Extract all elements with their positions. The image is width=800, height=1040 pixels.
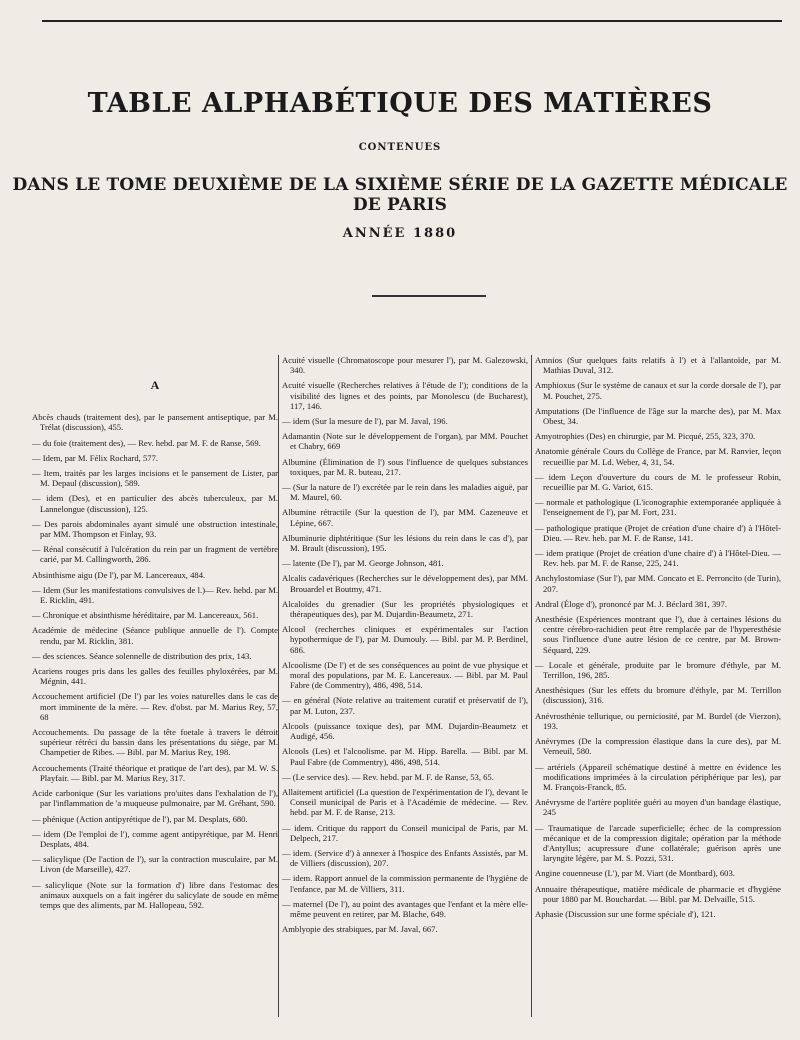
index-entry: — salicylique (De l'action de l'), sur la contraction musculaire, par M. Livon (de Marseille), 427.: [32, 854, 278, 875]
index-column-1: [32, 380, 278, 1040]
index-entry: — phénique (Action antipyrétique de l'), par M. Desplats, 680.: [32, 813, 248, 824]
column-rule: [531, 355, 532, 1017]
index-entry: Acuité visuelle (Chromatoscope pour mesurer l'), par M. Galezowski, 340.: [282, 355, 528, 376]
index-entry: — idem. Critique du rapport du Conseil municipal de Paris, par M. Delpech, 217.: [282, 822, 528, 843]
index-entry: — salicylique (Note sur la formation d') libre dans l'estomac des animaux auxquels on a fait ingérer du salicylate de soude en même temps que des aliments, par M. Hallopeau, 592.: [32, 879, 278, 910]
index-entry: Abcès chauds (traitement des), par le pansement antiseptique, par M. Trélat (discussion), 455.: [32, 412, 278, 433]
index-entry: — Des parois abdominales ayant simulé une obstruction intestinale, par MM. Thompson et Finlay, 93.: [32, 518, 278, 540]
index-entry: Absinthisme aigu (De l'), par M. Lancereaux, 484.: [32, 569, 206, 580]
index-entry: Albumine (Élimination de l') sous l'influence de quelques substances toxiques, par M. R. buteau, 217.: [282, 456, 528, 477]
index-entry: Amputations (De l'influence de l'âge sur la marche des), par M. Max Obest, 34.: [535, 405, 781, 427]
index-entry: Annuaire thérapeutique, matière médicale de pharmacie et d'hygiène pour 1880 par M. Bouchardat. — Bibl. par M. Delvaille, 515.: [535, 883, 781, 904]
index-entry: — pathologique pratique (Projet de création d'une chaire d') à l'Hôtel-Dieu. — Rev. heb. par M. F. de Ranse, 141.: [535, 522, 781, 543]
index-entry: — idem (De l'emploi de l'), comme agent antipyrétique, par M. Henri Desplats, 484.: [32, 828, 278, 849]
page-title: TABLE ALPHABÉTIQUE DES MATIÈRES: [87, 88, 713, 119]
index-entry: Amblyopie des strabiques, par M. Javal, 667.: [282, 924, 438, 935]
index-entry: Alcalis cadavériques (Recherches sur le développement des), par MM. Brouardel et Boutmy, 471.: [282, 573, 528, 594]
index-entry: Anévrosthénie tellurique, ou perniciosité, par M. Burdel (de Vierzon), 193.: [535, 710, 781, 731]
index-entry: — du foie (traitement des), — Rev. hebd. par M. F. de Ranse, 569.: [32, 437, 261, 448]
index-entry: — Chronique et absinthisme héréditaire, par M. Lancereaux, 561.: [32, 610, 259, 621]
index-entry: Anatomie générale Cours du Collège de France, par M. Ranvier, leçon recueillie par M. Ld. Weber, 4, 31, 54.: [535, 446, 781, 467]
index-entry: — artériels (Appareil schématique destiné à mettre en évidence les modifications imprimées à la circulation périphérique par les), par M. François-Franck, 85.: [535, 761, 781, 792]
index-entry: — en général (Note relative au traitement curatif et préservatif de l'), par M. Luton, 237.: [282, 695, 528, 716]
index-entry: — des sciences. Séance solennelle de distribution des prix, 143.: [32, 650, 252, 661]
index-entry: — (Le service des). — Rev. hebd. par M. F. de Ranse, 53, 65.: [282, 771, 494, 782]
index-entry: — idem Leçon d'ouverture du cours de M. le professeur Robin, recueillie par M. G. Variot, 615.: [535, 471, 781, 493]
index-entry: Anesthésiques (Sur les effets du bromure d'éthyle, par M. Terrillon (discussion), 316.: [535, 685, 781, 706]
index-entry: Amphioxus (Sur le système de canaux et sur la corde dorsale de l'), par M. Pouchet, 275.: [535, 380, 781, 401]
index-entry: — idem (Sur la mesure de l'), par M. Javal, 196.: [282, 416, 448, 427]
index-entry: — (Sur la nature de l') excrétée par le rein dans les maladies aiguë, par M. Maurel, 60.: [282, 482, 528, 503]
index-entry: Accouchement artificiel (De l') par les voies naturelles dans le cas de mort imminente de la mère. — Rev. d'obst. par M. Marius Rey, 57, 68: [32, 691, 278, 722]
index-entry: Alcool (recherches cliniques et expérimentales sur l'action hypothermique de l'), par M. Dumouly. — Bibl. par M. P. Berdinel, 686.: [282, 624, 528, 655]
index-entry: — Idem, par M. Félix Rochard, 577.: [32, 452, 159, 463]
index-entry: Angine couenneuse (L'), par M. Viart (de Montbard), 603.: [535, 868, 735, 879]
index-entry: Accouchements (Traité théorique et pratique de l'art des), par M. W. S. Playfair. — Bibl. par M. Marius Rey, 317.: [32, 762, 278, 783]
index-column-3: [535, 355, 781, 1015]
index-entry: Accouchements. Du passage de la tête foetale à travers le détroit supérieur rétréci du bassin dans les présentations du siège, par M. Champetier de Ribes. — Bibl. par M. Marius Rey, 198.: [32, 727, 278, 758]
index-entry: Anévrysme de l'artère poplitée guéri au moyen d'un bandage élastique, 245: [535, 797, 781, 818]
index-entry: Acide carbonique (Sur les variations pro'uites dans l'exhalation de l'), par l'inflammation de 'a muqueuse pulmonaire, par M. Gréhant, 590.: [32, 788, 278, 809]
index-entry: Albumine rétractile (Sur la question de l'), par MM. Cazeneuve et Lépine, 667.: [282, 507, 528, 528]
index-entry: — normale et pathologique (L'iconographie extemporanée appliquée à l'enseignement de l'), par M. Fort, 231.: [535, 497, 781, 518]
index-entry: — Idem (Sur les manifestations convulsives de l.)— Rev. hebd. par M. E. Ricklin, 491.: [32, 584, 278, 606]
index-entry: — idem (Des), et en particulier des abcès tuberculeux, par M. Lannelongue (discussion), 125.: [32, 493, 278, 514]
index-entry: — maternel (De l'), au point des avantages que l'enfant et la mère elle-même peuvent en retirer, par M. Blache, 649.: [282, 898, 528, 919]
section-letter: A: [150, 380, 160, 392]
index-entry: — Traumatique de l'arcade superficielle; échec de la compression mécanique et de la compression digitale; opération par la méthode d'Antyllus; acupressure d'une collatérale; guérison après une laryngite légère, par M. S. Pozzi, 531.: [535, 822, 781, 864]
page-year: ANNÉE 1880: [342, 226, 458, 241]
index-entry: — Item, traités par les larges incisions et le pansement de Lister, par M. Depaul (discussion), 589.: [32, 468, 278, 489]
title-divider: [372, 295, 486, 297]
index-entry: — Rénal consécutif à l'ulcération du rein par un fragment de vertèbre carié, par M. Callingworth, 286.: [32, 544, 278, 565]
index-entry: Anesthésie (Expériences montrant que l'), due à certaines lésions du centre cérébro-rachidien peut être remplacée par de l'hyperesthésie sous l'influence d'une autre lésion de ce centre, par M. Brown-Séquard, 229.: [535, 614, 781, 655]
page-subtitle: CONTENUES: [358, 142, 442, 153]
index-entry: Albuminurie diphtéritique (Sur les lésions du rein dans le cas d'), par M. Brault (discussion), 195.: [282, 532, 528, 554]
index-entry: Amyotrophies (Des) en chirurgie, par M. Picqué, 255, 323, 370.: [535, 431, 756, 442]
index-entry: — idem pratique (Projet de création d'une chaire d') à l'Hôtel-Dieu. — Rev. heb. par M. F. de Ranse, 225, 241.: [535, 548, 781, 569]
column-rule: [278, 355, 279, 1017]
index-entry: Anchylostomiase (Sur l'), par MM. Concato et E. Perroncito (de Turin), 207.: [535, 573, 781, 594]
index-entry: Acariens rouges pris dans les galles des feuilles phyloxérées, par M. Mégnin, 441.: [32, 666, 278, 687]
index-entry: Andral (Éloge d'), prononcé par M. J. Béclard 381, 397.: [535, 598, 727, 609]
page-heading: DANS LE TOME DEUXIÈME DE LA SIXIÈME SÉRIE DE LA GAZETTE MÉDICALE DE PARIS: [12, 175, 788, 215]
index-column-2: [282, 355, 528, 1015]
index-entry: Alcools (Les) et l'alcoolisme. par M. Hipp. Barella. — Bibl. par M. Paul Fabre (de Commentry), 486, 498, 514.: [282, 746, 528, 767]
index-entry: Académie de médecine (Séance publique annuelle de l'). Compte rendu, par M. Ricklin, 381.: [32, 625, 278, 646]
index-entry: Alcools (puissance toxique des), par MM. Dujardin-Beaumetz et Audigé, 456.: [282, 720, 528, 742]
top-rule: [42, 20, 782, 22]
index-entry: — Locale et générale, produite par le bromure d'éthyle, par M. Terrillon, 196, 285.: [535, 659, 781, 681]
index-entry: Acuité visuelle (Recherches relatives à l'étude de l'); conditions de la visibilité des lignes et des points, par Monolescu (de Bucharest), 117, 146.: [282, 380, 528, 411]
index-entry: — idem. Rapport annuel de la commission permanente de l'hygiène de l'enfance, par M. de Villiers, 311.: [282, 873, 528, 894]
index-entry: Allaitement artificiel (La question de l'expérimentation de l'), devant le Conseil municipal de Paris et à l'Académie de médecine. — Rev. hebd. par M. F. de Ranse, 213.: [282, 786, 528, 818]
index-entry: Adamantin (Note sur le développement de l'organ), par MM. Pouchet et Chabry, 669: [282, 431, 528, 452]
index-entry: Amnios (Sur quelques faits relatifs à l') et à l'allantoïde, par M. Mathias Duval, 312.: [535, 355, 781, 376]
index-entry: Alcaloïdes du grenadier (Sur les propriétés physiologiques et thérapeutiques des), par M. Dujardin-Beaumetz, 271.: [282, 598, 528, 620]
index-entry: Aphasie (Discussion sur une forme spéciale d'), 121.: [535, 908, 716, 919]
index-entry: — latente (De l'), par M. George Johnson, 481.: [282, 558, 444, 569]
index-entry: Anévrymes (De la compression élastique dans la cure des), par M. Verneuil, 580.: [535, 736, 781, 757]
index-entry: — idem. (Service d') à annexer à l'hospice des Enfants Assistés, par M. de Villiers (discussion), 207.: [282, 847, 528, 869]
index-entry: Alcoolisme (De l') et de ses conséquences au point de vue physique et moral des populations, par M. E. Lancereaux. — Bibl. par M. Paul Fabre (de Commentry), 486, 498, 514.: [282, 659, 528, 691]
